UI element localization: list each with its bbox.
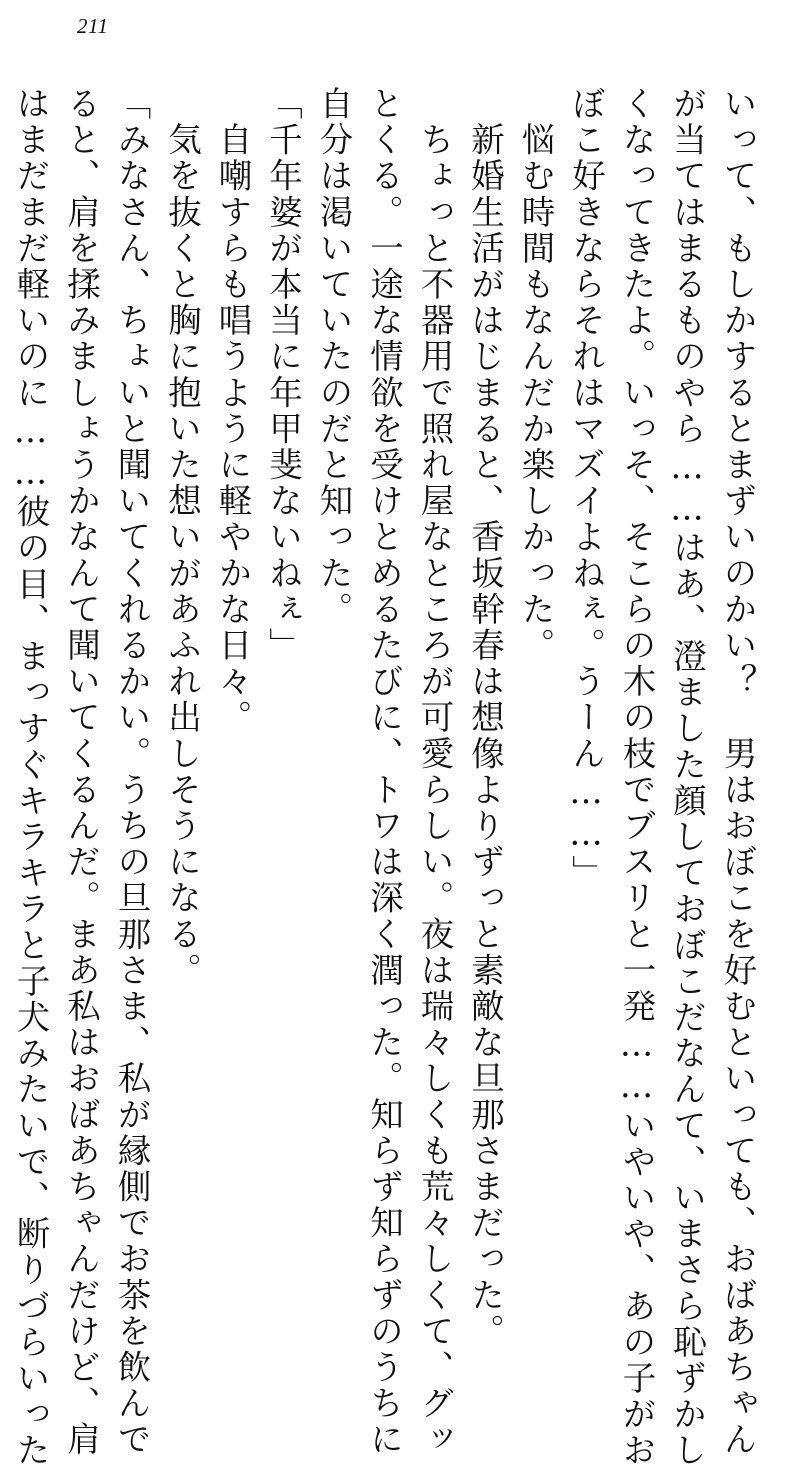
text-line: 「みなさん、ちょいと聞いてくれるかい。うちの旦那さま、私が縁側でお茶を飲んで — [112, 86, 151, 1458]
text-line: ると、肩を揉みましょうかなんて聞いてくるんだ。まあ私はおばあちゃんだけど、肩 — [61, 86, 101, 1458]
text-line: 気を抜くと胸に抱いた想いがあふれ出しそうになる。 — [162, 86, 202, 989]
text-line: とくる。一途な情欲を受けとめるたびに、トワは深く潤った。知らず知らずのうちに — [364, 86, 404, 1458]
text-line: ちょっと不器用で照れ屋なところが可愛らしい。夜は瑞々しくも荒々しくて、グッ — [415, 86, 454, 1458]
text-line: はまだまだ軽いのに……彼の目、まっすぐキラキラと子犬みたいで、断りづらいった — [11, 86, 50, 1469]
text-line: 「千年婆が本当に年甲斐ないねぇ」 — [263, 86, 303, 664]
text-line: くなってきたよ。いっそ、そこらの木の枝でブスリと一発……いやいや、あの子がお — [617, 86, 656, 1469]
vertical-text-body — [11, 86, 762, 1469]
text-line — [0, 86, 5, 1176]
text-line: 悩む時間もなんだか楽しかった。 — [516, 86, 555, 664]
text-line: 自分は渇いていたのだと知った。 — [314, 86, 353, 628]
text-line: いって、もしかするとまずいのかい？ 男はおぼこを好むといっても、おばあちゃん — [718, 86, 757, 1458]
text-line: が当てはまるものやら……はあ、澄ました顔しておぼこだなんて、いまさら恥ずかし — [667, 86, 707, 1469]
page-number: 211 — [77, 14, 109, 38]
text-line: 自嘲すらも唱うように軽やかな日々。 — [213, 86, 252, 736]
text-line: 新婚生活がはじまると、香坂幹春は想像よりずっと素敵な旦那さまだった。 — [465, 86, 505, 1350]
text-line: ぼこ好きならそれはマズイよねぇ。うーん……」 — [566, 86, 606, 892]
